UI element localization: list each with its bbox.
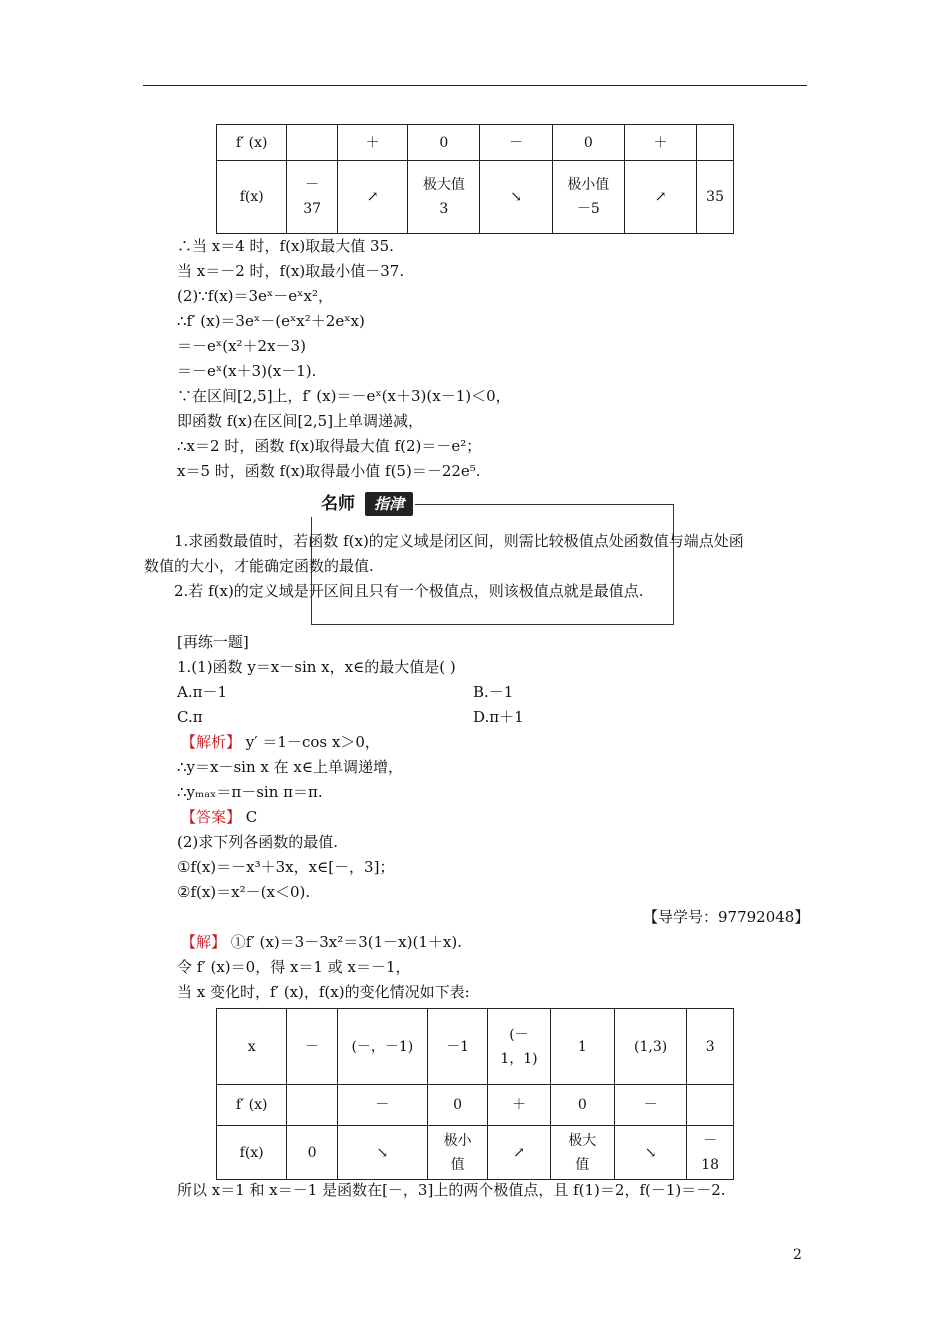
text-line: 当 x＝－2 时，f(x)取最小值－37. — [177, 262, 405, 280]
teacher-tip-badge — [311, 491, 415, 517]
option-b: B.－1 — [473, 683, 514, 701]
table-row — [217, 125, 734, 161]
table-row — [217, 1126, 734, 1180]
table-cell: 0 — [408, 125, 480, 161]
decrease-arrow: ↘ — [337, 1126, 427, 1180]
table-cell: － — [614, 1085, 686, 1126]
decrease-arrow: ↘ — [614, 1126, 686, 1180]
increase-arrow: ↗ — [624, 161, 696, 234]
table-cell: －1 — [427, 1009, 487, 1085]
analysis-line — [181, 732, 380, 752]
table-cell: 3 — [687, 1009, 734, 1085]
text-line: ∴f′ (x)＝3eˣ－(eˣx²＋2eˣx) — [177, 312, 365, 330]
header-rule — [143, 85, 807, 86]
table-cell: 极小 值 — [427, 1126, 487, 1180]
text-line: ＝－eˣ(x＋3)(x－1). — [177, 362, 317, 380]
table-cell: 35 — [697, 161, 734, 234]
tip-line: 1.求函数最值时，若函数 f(x)的定义域是闭区间，则需比较极值点处函数值与端点处函 — [174, 532, 744, 550]
question-2: (2)求下列各函数的最值. — [177, 833, 339, 851]
page-number: 2 — [793, 1247, 802, 1263]
table-cell: (－ 1，1) — [488, 1009, 550, 1085]
text-line: ∵在区间[2,5]上，f′ (x)＝－eˣ(x＋3)(x－1)＜0， — [177, 387, 511, 405]
table-cell: 极大值 3 — [408, 161, 480, 234]
table-cell: 极小值 －5 — [552, 161, 624, 234]
table-cell: － 37 — [287, 161, 338, 234]
table-cell: 0 — [550, 1085, 614, 1126]
increase-arrow: ↗ — [488, 1126, 550, 1180]
conclusion-line: 所以 x＝1 和 x＝－1 是函数在[－，3]上的两个极值点，且 f(1)＝2，f(－1)＝－2. — [177, 1181, 726, 1199]
table-cell: (－，－1) — [337, 1009, 427, 1085]
option-a: A.π－1 — [177, 683, 228, 701]
table-cell — [697, 125, 734, 161]
section-header: [再练一题] — [177, 633, 249, 651]
analysis-label: 【解析】 — [181, 733, 242, 751]
table-cell: ＋ — [488, 1085, 550, 1126]
variation-table-1 — [216, 124, 734, 234]
text-line: 即函数 f(x)在区间[2,5]上单调递减， — [177, 412, 424, 430]
option-c: C.π — [177, 708, 203, 726]
table-cell: x — [217, 1009, 287, 1085]
answer-label: 【答案】 — [181, 808, 242, 826]
variation-table-2 — [216, 1008, 734, 1180]
table-cell: 0 — [287, 1126, 337, 1180]
table-row — [217, 1085, 734, 1126]
increase-arrow: ↗ — [337, 161, 407, 234]
table-cell: 0 — [427, 1085, 487, 1126]
table-cell: f′ (x) — [217, 125, 287, 161]
table-cell: 0 — [552, 125, 624, 161]
option-d: D.π＋1 — [473, 708, 524, 726]
tip-line: 数值的大小，才能确定函数的最值. — [144, 557, 374, 575]
text-line: ∴x＝2 时，函数 f(x)取得最大值 f(2)＝－e²； — [177, 437, 482, 455]
text-line: ∴当 x＝4 时，f(x)取最大值 35. — [177, 237, 394, 255]
analysis-text: y′ ＝1－cos x＞0， — [241, 733, 380, 751]
solution-line — [181, 932, 462, 952]
text-line: ＝－eˣ(x²＋2x－3) — [177, 337, 306, 355]
table-cell: (1,3) — [614, 1009, 686, 1085]
table-row — [217, 161, 734, 234]
table-cell: － — [287, 1009, 337, 1085]
table-cell: f(x) — [217, 161, 287, 234]
analysis-line-2: ∴y＝x－sin x 在 x∈上单调递增， — [177, 758, 403, 776]
solution-line-2: 令 f′ (x)＝0，得 x＝1 或 x＝－1， — [177, 958, 411, 976]
table-cell: f′ (x) — [217, 1085, 287, 1126]
solution-label: 【解】 — [181, 933, 227, 951]
badge-left-text: 名师 — [311, 491, 365, 517]
table-cell: － — [337, 1085, 427, 1126]
tip-line: 2.若 f(x)的定义域是开区间且只有一个极值点，则该极值点就是最值点. — [174, 582, 644, 600]
table-cell: 极大 值 — [550, 1126, 614, 1180]
solution-line-3: 当 x 变化时，f′ (x)，f(x)的变化情况如下表: — [177, 983, 470, 1001]
table-cell: f(x) — [217, 1126, 287, 1180]
text-line: x＝5 时，函数 f(x)取得最小值 f(5)＝－22e⁵. — [177, 462, 481, 480]
question-1: 1.(1)函数 y＝x－sin x，x∈的最大值是( ) — [177, 658, 456, 676]
table-cell: ＋ — [337, 125, 407, 161]
table-cell: 1 — [550, 1009, 614, 1085]
table-cell: ＋ — [624, 125, 696, 161]
decrease-arrow: ↘ — [480, 161, 552, 234]
question-2b: ②f(x)＝x²－(x＜0). — [177, 883, 311, 901]
solution-text: ①f′ (x)＝3－3x²＝3(1－x)(1＋x). — [226, 933, 462, 951]
table-cell — [687, 1085, 734, 1126]
analysis-line-3: ∴yₘₐₓ＝π－sin π＝π. — [177, 783, 323, 801]
table-cell: － — [480, 125, 552, 161]
table-cell — [287, 1085, 337, 1126]
table-row — [217, 1009, 734, 1085]
guide-number: 【导学号：97792048】 — [643, 908, 810, 926]
table-cell — [287, 125, 338, 161]
question-2a: ①f(x)＝－x³＋3x，x∈[－，3]； — [177, 858, 395, 876]
badge-right-text: 指津 — [365, 492, 413, 516]
text-line: (2)∵f(x)＝3eˣ－eˣx²， — [177, 287, 333, 305]
table-cell: － 18 — [687, 1126, 734, 1180]
answer-text: C — [241, 808, 258, 826]
answer-line — [181, 807, 257, 827]
